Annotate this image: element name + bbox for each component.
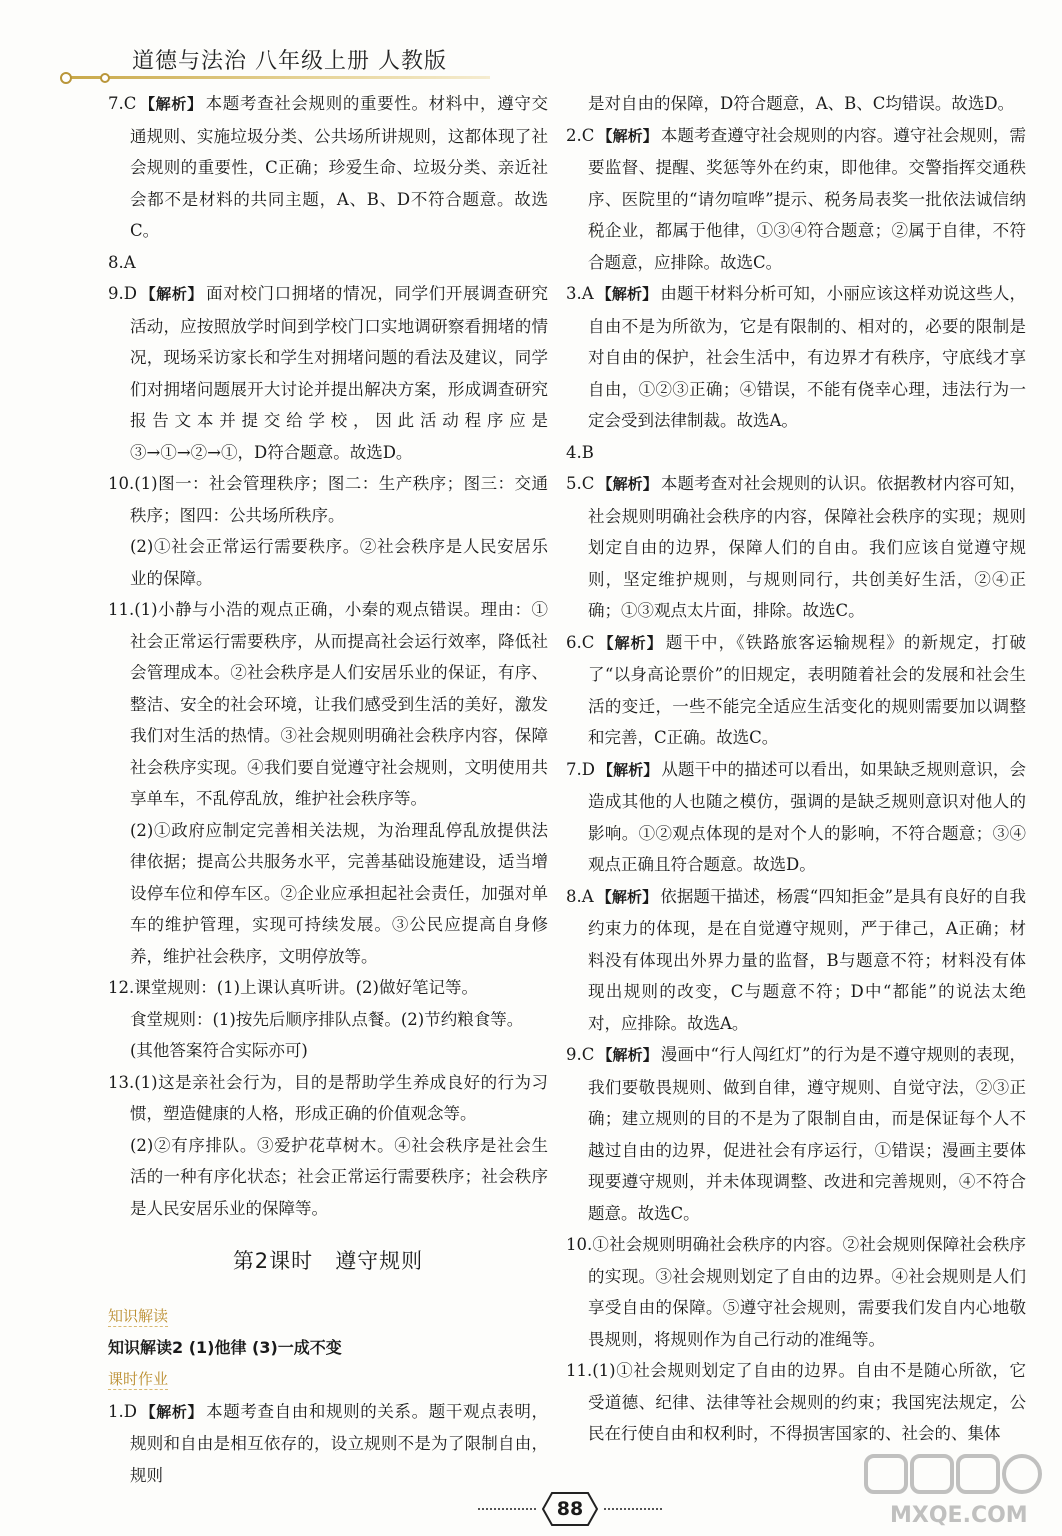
- answer-item: [566, 754, 1026, 881]
- answer-item: [566, 627, 1026, 754]
- svg-text:MXQE.COM: MXQE.COM: [890, 1503, 1028, 1528]
- header-ornament-dot: [100, 73, 110, 83]
- analysis-tag: 【解析】: [139, 95, 203, 113]
- answer-text: (1)图一：社会管理秩序；图二：生产秩序；图三：交通秩序；图四：公共场所秩序。: [130, 474, 548, 525]
- page-number-dots-right: [604, 1508, 662, 1510]
- answer-text: (2)①社会正常运行需要秩序。②社会秩序是人民安居乐业的保障。: [130, 537, 548, 588]
- answer-number: 8.A: [566, 886, 594, 906]
- answer-item: [108, 972, 548, 1004]
- answer-item: [566, 1039, 1026, 1229]
- answer-item: [566, 1229, 1026, 1355]
- answer-text: 本题考查社会规则的重要性。材料中，遵守交通规则、实施垃圾分类、公共场所讲规则，这都体现了社会规则的重要性，C正确；珍爱生命、垃圾分类、亲近社会都不是材料的共同主题，A、B、D不符合题意。故选C。: [130, 94, 548, 240]
- page-header: [60, 40, 500, 86]
- analysis-tag: 【解析】: [597, 760, 659, 779]
- answer-text: 由题干材料分析可知，小丽应该这样劝说这些人，自由不是为所欲为，它是有限制的、相对的，必要的限制是对自由的保护，社会生活中，有边界才有秩序，守底线才享自由，①②③正确；④错误，不能有侥幸心理，违法行为一定会受到法律制裁。故选A。: [588, 284, 1026, 430]
- answer-number: 11.: [566, 1361, 593, 1380]
- page-number: 88: [556, 1498, 584, 1520]
- section-lesson-title: 遵守规则: [335, 1249, 424, 1273]
- analysis-tag: 【解析】: [139, 1402, 204, 1421]
- answer-item: [566, 88, 1026, 120]
- answer-number: 13.: [108, 1072, 135, 1092]
- page-number-block: [478, 1492, 662, 1526]
- watermark-logo: [860, 1450, 1050, 1530]
- page-number-dots-left: [478, 1508, 536, 1510]
- answer-text: (2)①政府应制定完善相关法规，为治理乱停乱放提供法律依据；提高公共服务水平，完善基础设施建设，适当增设停车位和停车区。②企业应承担起社会责任，加强对单车的维护管理，实现可持续发展。③公民应提高自身修养，维护社会秩序，文明停放等。: [130, 820, 548, 966]
- answer-item: [108, 1130, 548, 1225]
- answer-item: [108, 88, 548, 247]
- answer-text: 漫画中“行人闯红灯”的行为是不遵守规则的表现，我们要敬畏规则、做到自律，遵守规则、自觉守法，②③正确；建立规则的目的不是为了限制自由，而是保证每个人不越过自由的边界，促进社会有序运行，①错误；漫画主要体现要遵守规则，并未体现调整、改进和完善规则，④不符合题意。故选C。: [588, 1045, 1026, 1223]
- answer-number: 11.: [108, 600, 135, 619]
- analysis-tag: 【解析】: [596, 285, 658, 303]
- subhead-knowledge: 知识解读: [108, 1306, 169, 1325]
- right-column: [566, 88, 1026, 1450]
- answer-item: [566, 437, 1026, 469]
- answer-text: ①社会规则明确社会秩序的内容。②社会规则保障社会秩序的实现。③社会规则划定了自由的边界。④社会规则是人们享受自由的保障。⑤遵守社会规则，需要我们发自内心地敬畏规则，将规则作为自己行动的准绳等。: [588, 1235, 1026, 1349]
- answer-text: (1)这是亲社会行为，目的是帮助学生养成良好的行为习惯，塑造健康的人格，形成正确的价值观念等。: [130, 1072, 548, 1123]
- answer-item: [108, 468, 548, 531]
- answer-number: 3.A: [566, 284, 594, 303]
- answer-number: 4.B: [566, 442, 594, 462]
- answer-text: 题干中，《铁路旅客运输规程》的新规定，打破了“以身高论票价”的旧规定，表明随着社会的发展和社会生活的变迁，一些不能完全适应生活变化的规则需要加以调整和完善，C正确。故选C。: [588, 632, 1026, 747]
- answer-text: (其他答案符合实际亦可): [130, 1041, 308, 1060]
- answer-item: [108, 531, 548, 594]
- section-lesson-number: 第2课时: [232, 1249, 314, 1273]
- answer-text: (1)小静与小浩的观点正确，小秦的观点错误。理由：①社会正常运行需要秩序，从而提高社会运行效率，降低社会管理成本。②社会秩序是人们安居乐业的保证，有序、整洁、安全的社会环境，让我们感受到生活的美好，激发我们对生活的热情。③社会规则明确社会秩序内容，保障社会秩序实现。④我们要自觉遵守社会规则，文明使用共享单车，不乱停乱放，维护社会秩序等。: [130, 600, 548, 808]
- answer-item: [108, 815, 548, 973]
- answer-text: (1)①社会规则划定了自由的边界。自由不是随心所欲，它受道德、纪律、法律等社会规则的约束；我国宪法规定，公民在行使自由和权利时，不得损害国家的、社会的、集体: [588, 1361, 1026, 1443]
- answer-text: (2)②有序排队。③爱护花草树木。④社会秩序是社会生活的一种有序化状态；社会正常运行需要秩序；社会秩序是人民安居乐业的保障等。: [130, 1135, 548, 1218]
- header-rule: [70, 76, 490, 79]
- analysis-tag: 【解析】: [596, 887, 658, 906]
- answer-number: 10.: [108, 474, 135, 493]
- answer-item: [566, 120, 1026, 279]
- answer-number: 7.C: [108, 94, 137, 113]
- answer-text: 课堂规则：(1)上课认真听讲。(2)做好笔记等。: [134, 978, 478, 997]
- subhead-homework: 课时作业: [108, 1369, 169, 1388]
- analysis-tag: 【解析】: [597, 1046, 658, 1064]
- answer-text: 面对校门口拥堵的情况，同学们开展调查研究活动，应按照放学时间到学校门口实地调研察看拥堵的情况，现场采访家长和学生对拥堵问题的看法及建议，同学们对拥堵问题展开大讨论并提出解决方案，形成调查研究报告文本并提交给学校，因此活动程序应是③→①→②→①，D符合题意。故选D。: [130, 284, 548, 462]
- analysis-tag: 【解析】: [139, 285, 204, 303]
- answer-text: 是对自由的保障，D符合题意，A、B、C均错误。故选D。: [588, 94, 1015, 113]
- header-ornament-dot: [60, 72, 72, 84]
- answer-item: [108, 1067, 548, 1130]
- answer-number: 1.D: [108, 1401, 137, 1421]
- answer-text: 本题考查遵守社会规则的内容。遵守社会规则，需要监督、提醒、奖惩等外在约束，即他律。交警指挥交通秩序、医院里的“请勿喧哗”提示、税务局表奖一批依法诚信纳税企业，都属于他律，①③④符合题意；②属于自律，不符合题意，应排除。故选C。: [588, 125, 1026, 272]
- answer-number: 8.A: [108, 252, 136, 272]
- answer-number: 12.: [108, 978, 135, 997]
- answer-number: 6.C: [566, 632, 595, 652]
- answer-number: 7.D: [566, 759, 595, 779]
- knowledge-line: 知识解读2 (1)他律 (3)一成不变: [108, 1337, 342, 1357]
- answer-item: [108, 1004, 548, 1036]
- answer-text: 本题考查自由和规则的关系。题干观点表明，规则和自由是相互依存的，设立规则不是为了限制自由，规则: [130, 1401, 548, 1485]
- answer-text: 食堂规则：(1)按先后顺序排队点餐。(2)节约粮食等。: [130, 1009, 524, 1029]
- answer-number: 9.D: [108, 284, 137, 303]
- answer-number: 9.C: [566, 1045, 595, 1064]
- answer-item: [108, 278, 548, 468]
- answer-number: 5.C: [566, 474, 595, 493]
- analysis-tag: 【解析】: [597, 633, 663, 652]
- answer-item: [108, 1035, 548, 1067]
- section-title: [108, 1246, 548, 1278]
- answer-item: [566, 278, 1026, 437]
- answer-text: 依据题干描述，杨震“四知拒金”是具有良好的自我约束力的体现，是在自觉遵守规则，严于律己，A正确；材料没有体现出外界力量的监督，B与题意不符；材料没有体现出规则的改变，C与题意不符；D中“都能”的说法太绝对，应排除。故选A。: [588, 886, 1026, 1033]
- answer-number: 10.: [566, 1235, 593, 1254]
- answer-text: 从题干中的描述可以看出，如果缺乏规则意识，会造成其他的人也随之模仿，强调的是缺乏规则意识对他人的影响。①②观点体现的是对个人的影响，不符合题意；③④观点正确且符合题意。故选D。: [588, 759, 1026, 874]
- analysis-tag: 【解析】: [597, 126, 658, 145]
- answer-item: [108, 594, 548, 815]
- answer-text: 本题考查对社会规则的认识。依据教材内容可知，社会规则明确社会秩序的内容，保障社会秩序的实现；规则划定自由的边界，保障人们的自由。我们应该自觉遵守规则，坚定维护规则，与规则同行，共创美好生活，②④正确；①③观点太片面，排除。故选C。: [588, 474, 1026, 620]
- answer-item: [566, 1355, 1026, 1450]
- answer-item: [108, 247, 548, 279]
- answer-item: [566, 881, 1026, 1040]
- left-column: [108, 88, 548, 1491]
- answer-number: 2.C: [566, 125, 595, 145]
- answer-item: [566, 468, 1026, 627]
- analysis-tag: 【解析】: [597, 475, 658, 493]
- header-title: 道德与法治 八年级上册 人教版: [132, 49, 447, 74]
- answer-item: [108, 1396, 548, 1492]
